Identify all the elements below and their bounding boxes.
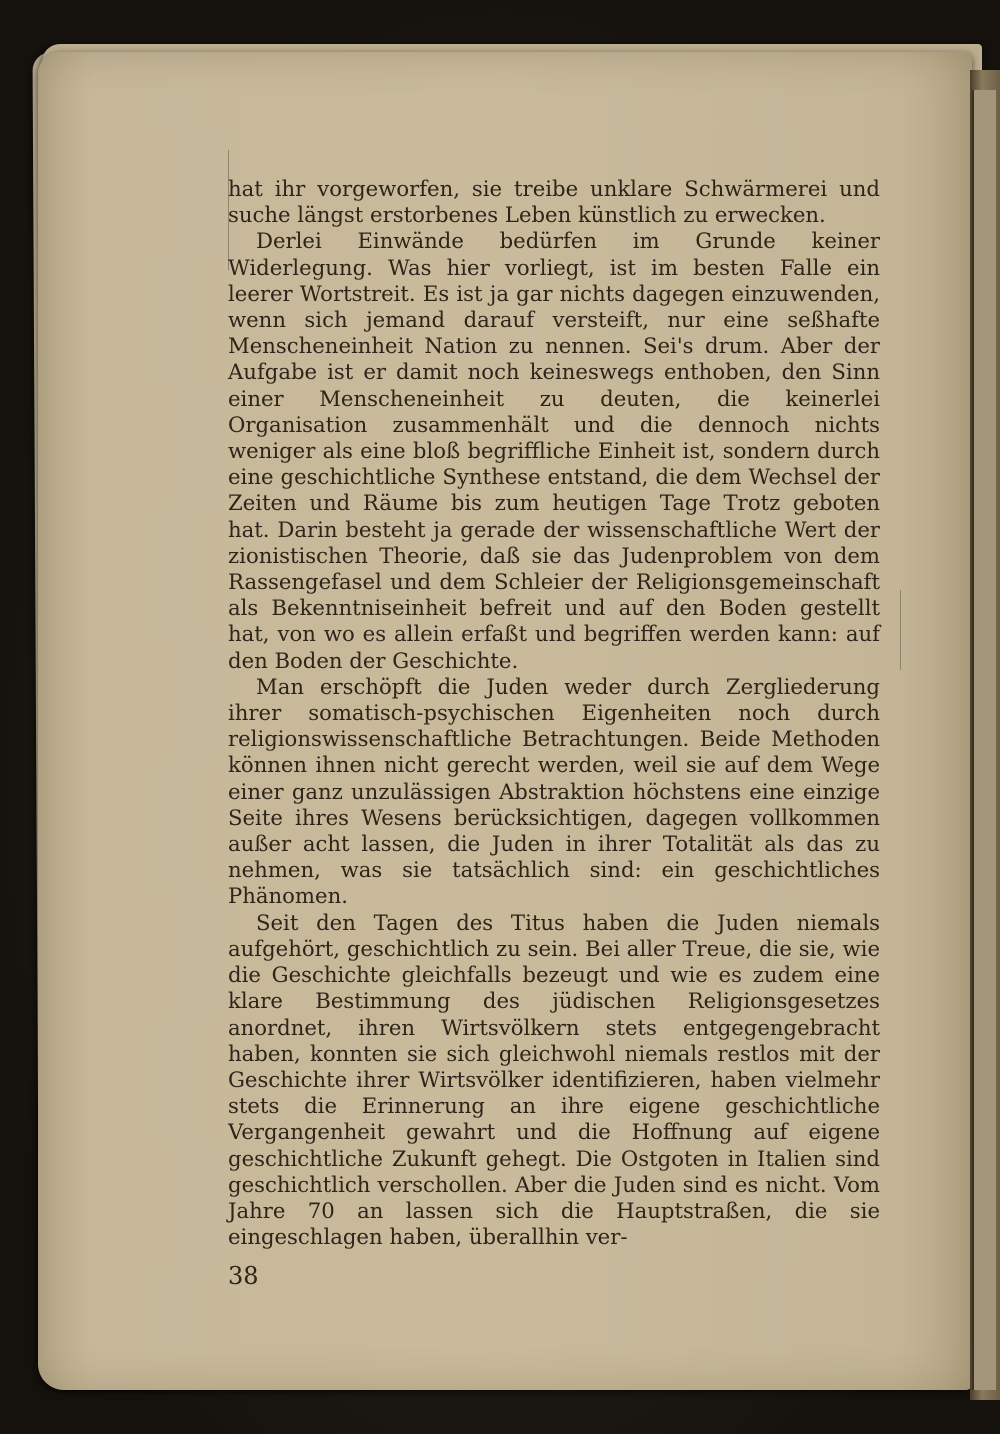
paragraph: Man erschöpft die Juden weder durch Zergliederung ihrer somatisch-psychischen Eigenheiten noch durch religionswissenschaftliche Betrachtungen. Beide Methoden können ihnen nicht gerecht werden, weil sie auf dem Wege einer ganz unzulässigen Abstraktion höchstens eine einzige Seite ihres Wesens berücksichtigen, dagegen vollkommen außer acht lassen, die Juden in ihrer Totalität als das zu nehmen, was sie tatsächlich sind: ein geschichtliches Phänomen. (228, 673, 880, 909)
page-text (228, 176, 880, 1250)
paragraph: hat ihr vorgeworfen, sie treibe unklare Schwärmerei und suche längst erstorbenes Leben künstlich zu erwecken. (228, 176, 880, 228)
page-number: 38 (228, 1262, 259, 1290)
paragraph: Derlei Einwände bedürfen im Grunde keiner Widerlegung. Was hier vorliegt, ist im besten Falle ein leerer Wortstreit. Es ist ja gar nichts dagegen einzuwenden, wenn sich jemand darauf versteift, nur eine seßhafte Menscheneinheit Nation zu nennen. Sei's drum. Aber der Aufgabe ist er damit noch keineswegs enthoben, den Sinn einer Menscheneinheit zu deuten, die keinerlei Organisation zusammenhält und die dennoch nichts weniger als eine bloß begriffliche Einheit ist, sondern durch eine geschichtliche Synthese entstand, die dem Wechsel der Zeiten und Räume bis zum heutigen Tage Trotz geboten hat. Darin besteht ja gerade der wissenschaftliche Wert der zionistischen Theorie, daß sie das Judenproblem von dem Rassengefasel und dem Schleier der Religionsgemeinschaft als Bekenntniseinheit befreit und auf den Boden gestellt hat, von wo es allein erfaßt und begriffen werden kann: auf den Boden der Geschichte. (228, 228, 880, 673)
next-page-edge (972, 90, 996, 1390)
pencil-margin-mark (900, 590, 901, 670)
paragraph: Seit den Tagen des Titus haben die Juden niemals aufgehört, geschichtlich zu sein. Bei aller Treue, die sie, wie die Geschichte gleichfalls bezeugt und wie es zudem eine klare Bestimmung des jüdischen Religionsgesetzes anordnet, ihren Wirtsvölkern stets entgegengebracht haben, konnten sie sich gleichwohl niemals restlos mit der Geschichte ihrer Wirtsvölker identifizieren, haben vielmehr stets die Erinnerung an ihre eigene geschichtliche Vergangenheit gewahrt und die Hoffnung auf eigene geschichtliche Zukunft gehegt. Die Ostgoten in Italien sind geschichtlich verschollen. Aber die Juden sind es nicht. Vom Jahre 70 an lassen sich die Hauptstraßen, die sie eingeschlagen haben, überallhin ver- (228, 909, 880, 1250)
